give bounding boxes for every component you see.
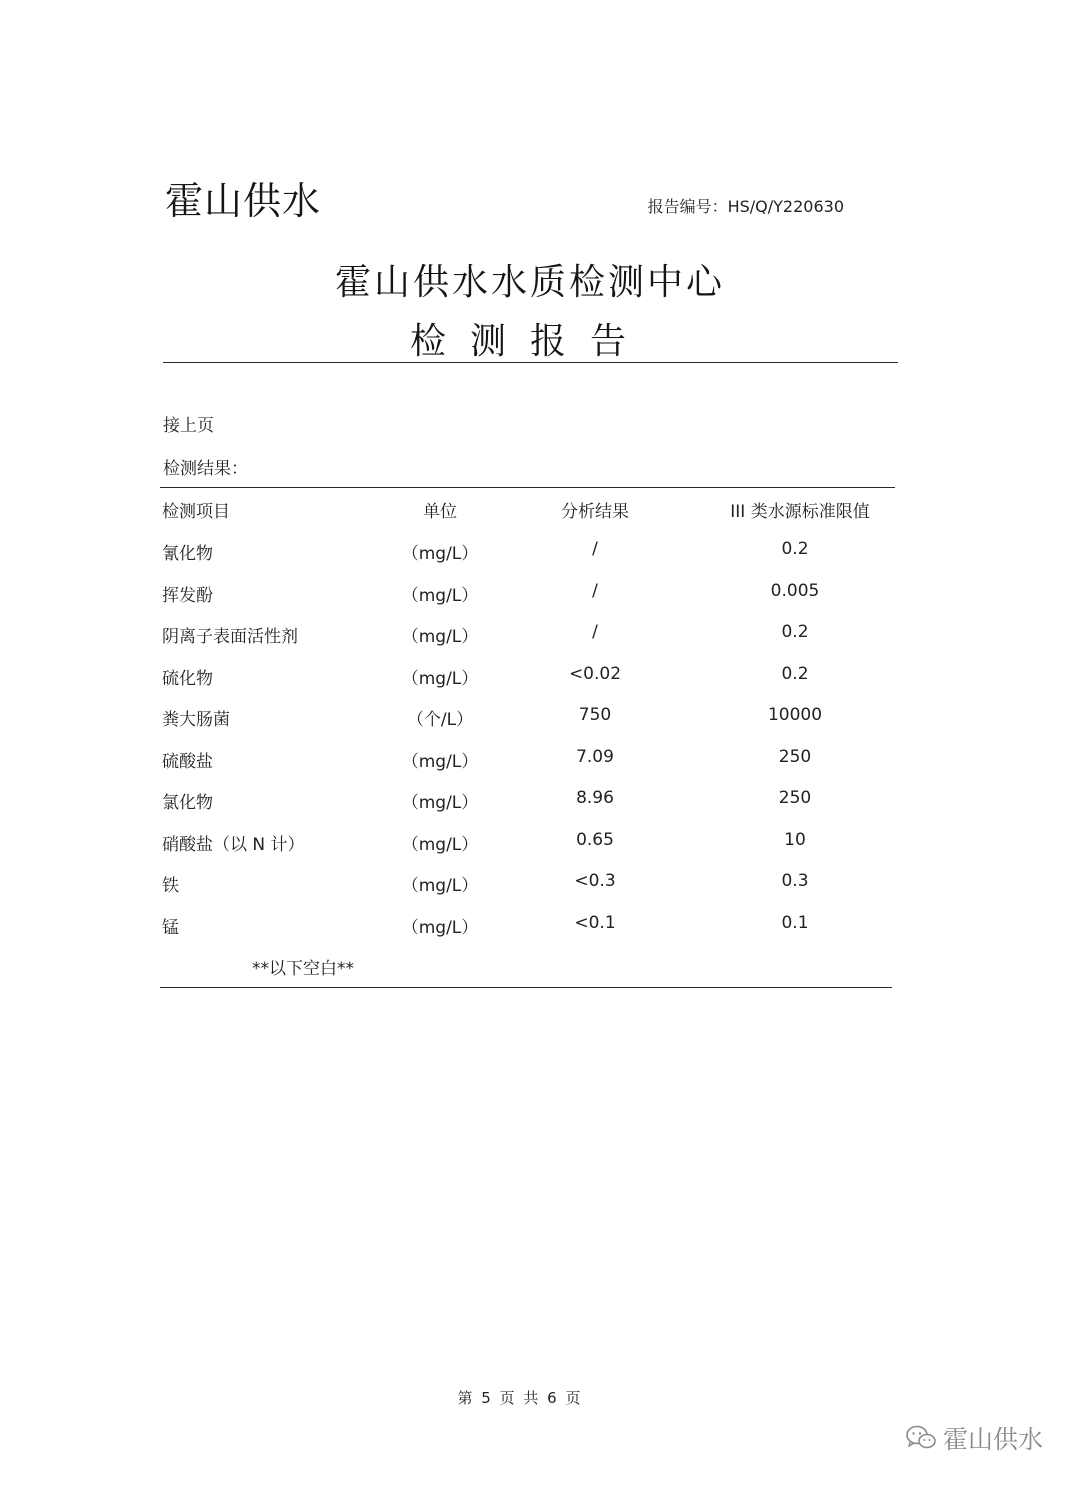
row-unit: （mg/L）: [401, 918, 479, 938]
report-org-title: 霍山供水水质检测中心: [334, 262, 725, 303]
row-result: /: [592, 581, 598, 601]
row-unit: （mg/L）: [401, 835, 479, 855]
title-divider: [163, 362, 898, 363]
row-item: 氯化物: [162, 793, 213, 813]
watermark-text: 霍山供水: [943, 1425, 1044, 1454]
row-limit: 0.2: [781, 622, 809, 642]
row-item: 阴离子表面活性剂: [162, 627, 298, 647]
row-unit: （mg/L）: [401, 793, 479, 813]
row-unit: （mg/L）: [401, 544, 479, 564]
row-limit: 250: [778, 788, 812, 808]
header-result: 分析结果: [561, 502, 629, 522]
header-item: 检测项目: [162, 502, 230, 522]
row-result: 0.65: [576, 830, 614, 850]
row-result: 750: [578, 705, 612, 725]
row-item: 硫化物: [162, 669, 213, 689]
row-item: 粪大肠菌: [162, 710, 230, 730]
row-limit: 10000: [767, 705, 823, 725]
row-unit: （mg/L）: [401, 752, 479, 772]
table-row: [0, 581, 1080, 613]
row-result: /: [592, 539, 598, 559]
table-top-divider: [160, 487, 895, 488]
row-item: 硝酸盐（以 N 计）: [162, 835, 305, 855]
header-limit: III 类水源标准限值: [730, 502, 870, 522]
table-row: [0, 913, 1080, 945]
watermark: [905, 1420, 1043, 1456]
row-limit: 10: [784, 830, 806, 850]
row-result: 7.09: [576, 747, 614, 767]
table-row: [0, 539, 1080, 571]
wechat-icon: [905, 1424, 937, 1452]
table-row: [0, 705, 1080, 737]
results-label: 检测结果：: [163, 459, 248, 479]
row-limit: 0.2: [781, 539, 809, 559]
row-item: 铁: [162, 876, 179, 896]
row-limit: 250: [778, 747, 812, 767]
table-row: [0, 871, 1080, 903]
row-limit: 0.3: [781, 871, 809, 891]
row-limit: 0.1: [781, 913, 809, 933]
row-result: <0.3: [574, 871, 616, 891]
row-result: /: [592, 622, 598, 642]
row-item: 挥发酚: [162, 586, 213, 606]
row-limit: 0.2: [781, 664, 809, 684]
table-row: [0, 788, 1080, 820]
row-result: <0.02: [568, 664, 622, 684]
row-result: 8.96: [576, 788, 614, 808]
row-result: <0.1: [574, 913, 616, 933]
header-unit: 单位: [423, 502, 457, 522]
table-row: [0, 664, 1080, 696]
row-item: 硫酸盐: [162, 752, 213, 772]
blank-below-note: **以下空白**: [252, 959, 354, 979]
row-item: 氰化物: [162, 544, 213, 564]
row-item: 锰: [162, 918, 179, 938]
brand-name: 霍山供水: [165, 179, 322, 223]
table-row: [0, 747, 1080, 779]
table-header-row: [0, 497, 1080, 529]
table-bottom-divider: [160, 987, 892, 988]
row-unit: （个/L）: [406, 710, 474, 730]
row-unit: （mg/L）: [401, 586, 479, 606]
row-limit: 0.005: [770, 581, 820, 601]
table-row: [0, 830, 1080, 862]
row-unit: （mg/L）: [401, 669, 479, 689]
table-row: [0, 622, 1080, 654]
row-unit: （mg/L）: [401, 627, 479, 647]
report-number: 报告编号：HS/Q/Y220630: [647, 197, 844, 216]
page-info: 第 5 页 共 6 页: [457, 1389, 583, 1407]
report-title: 检测报告: [409, 321, 650, 362]
continued-label: 接上页: [163, 416, 214, 436]
row-unit: （mg/L）: [401, 876, 479, 896]
